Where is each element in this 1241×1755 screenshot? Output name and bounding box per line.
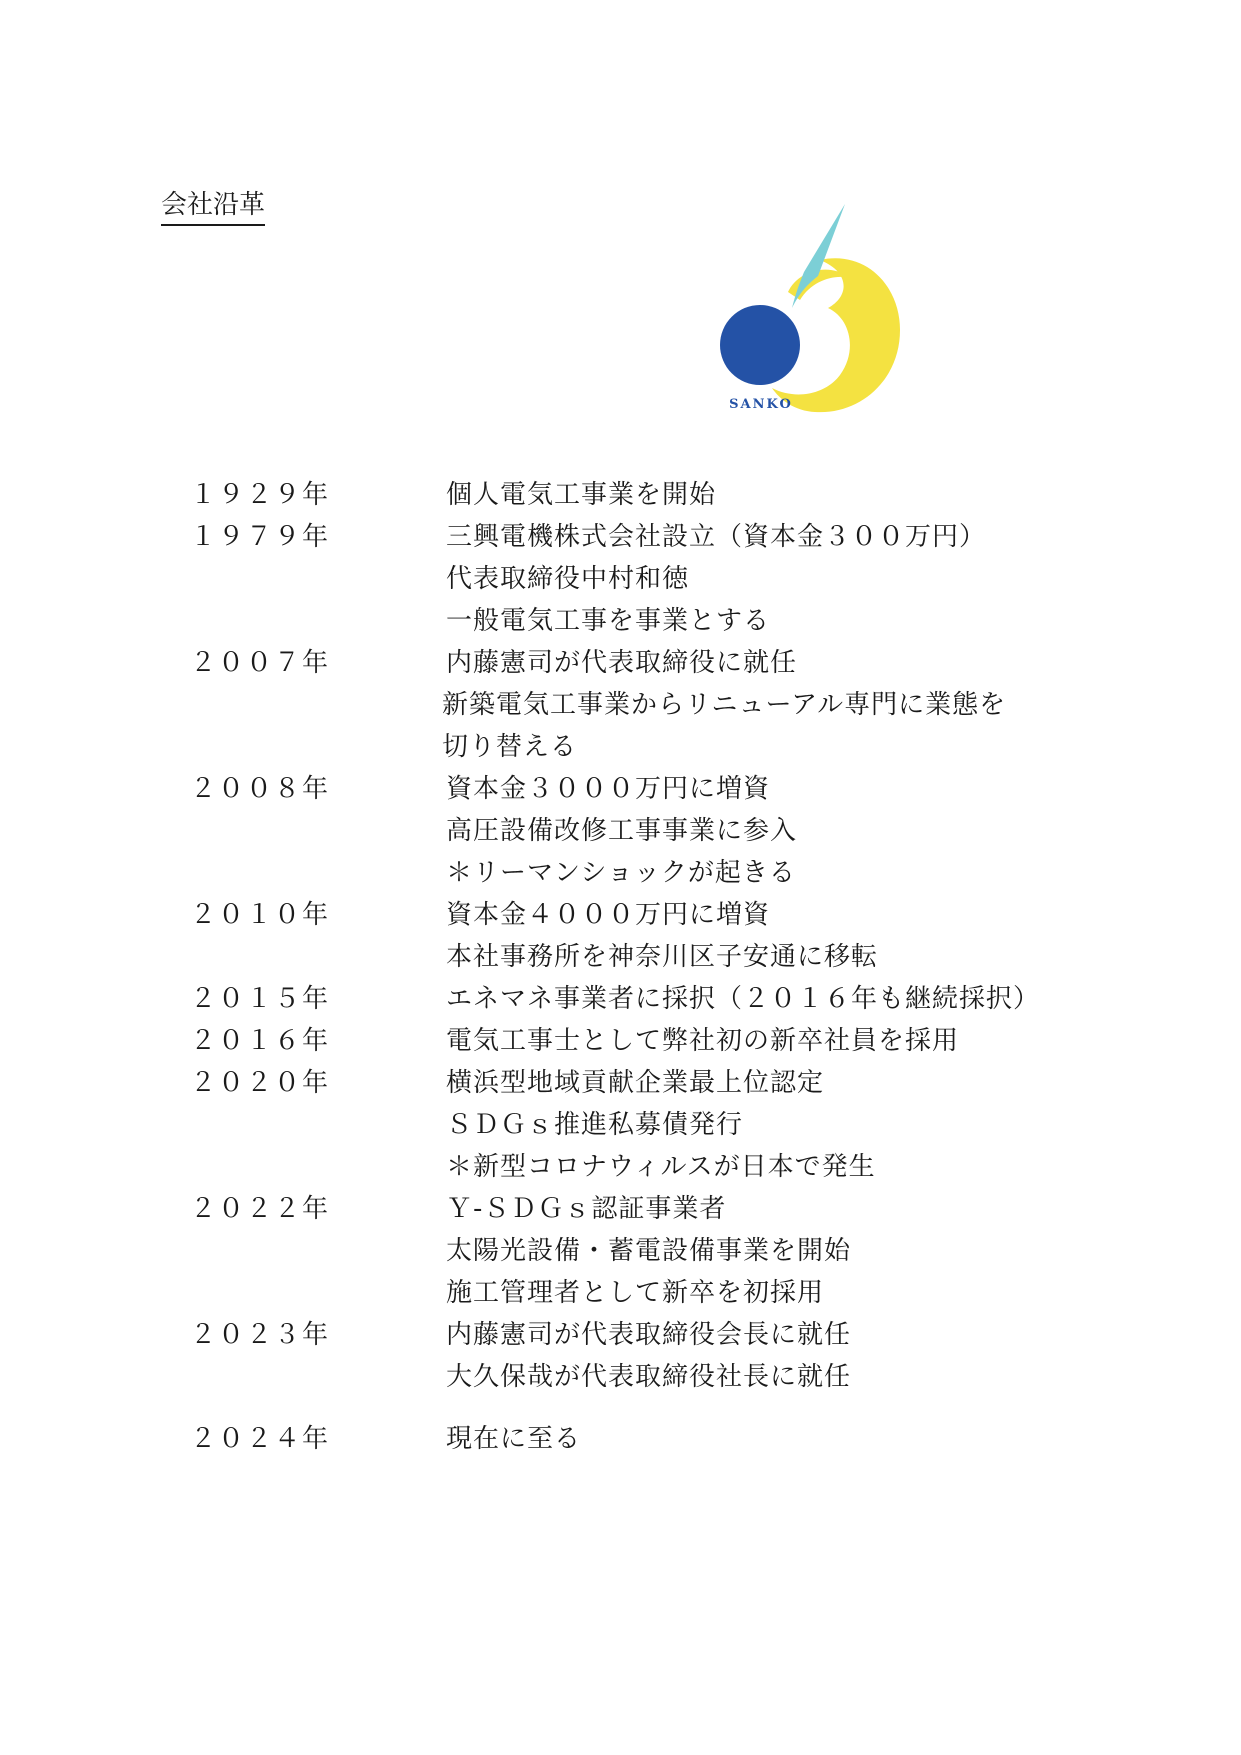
history-events: [446, 894, 1130, 978]
history-entry: [190, 1062, 1130, 1188]
history-event: ＊リーマンショックが起きる: [446, 858, 796, 888]
history-year: ２０２２年: [190, 1194, 331, 1224]
history-year: ２０２３年: [190, 1320, 331, 1350]
history-events: [446, 1314, 1130, 1398]
history-year: ２０２０年: [190, 1068, 331, 1098]
history-event: 一般電気工事を事業とする: [446, 606, 771, 636]
history-year: １９２９年: [190, 480, 331, 510]
page-title: 会社沿革: [161, 188, 265, 226]
history-event: 大久保哉が代表取締役社長に就任: [446, 1362, 852, 1392]
history-events: [446, 768, 1130, 894]
history-event: ＊新型コロナウィルスが日本で発生: [446, 1152, 876, 1182]
history-entry: [190, 516, 1130, 642]
history-events: [446, 1020, 1130, 1062]
history-event: 切り替える: [442, 732, 578, 762]
history-event: 資本金３０００万円に増資: [446, 774, 771, 804]
history-entry: [190, 1188, 1130, 1314]
sanko-logo-mark: [700, 200, 910, 420]
history-event: 内藤憲司が代表取締役に就任: [446, 648, 798, 678]
history-event: 個人電気工事業を開始: [446, 480, 717, 510]
history-event: 太陽光設備・蓄電設備事業を開始: [446, 1236, 852, 1266]
history-event: 代表取締役中村和徳: [446, 564, 690, 594]
history-entry: [190, 894, 1130, 978]
history-event: エネマネ事業者に採択（２０１６年も継続採択）: [446, 984, 1041, 1014]
history-entry: [190, 1418, 1130, 1460]
history-entry: [190, 1020, 1130, 1062]
history-events: [446, 516, 1130, 642]
history-year: ２０１０年: [190, 900, 331, 930]
history-entry: [190, 474, 1130, 516]
history-event: ＳＤＧｓ推進私募債発行: [446, 1110, 744, 1140]
history-event: 電気工事士として弊社初の新卒社員を採用: [446, 1026, 960, 1056]
logo-blue-circle: [720, 305, 800, 385]
company-history: [190, 474, 1130, 1460]
history-event: 高圧設備改修工事事業に参入: [446, 816, 798, 846]
history-year: ２００７年: [190, 648, 331, 678]
logo-text: SANKO: [729, 397, 793, 412]
history-event: 本社事務所を神奈川区子安通に移転: [446, 942, 879, 972]
sanko-logo: [700, 200, 910, 420]
history-event: 資本金４０００万円に増資: [446, 900, 771, 930]
history-event: 施工管理者として新卒を初採用: [446, 1278, 825, 1308]
history-event: 内藤憲司が代表取締役会長に就任: [446, 1320, 852, 1350]
history-entry: [190, 768, 1130, 894]
history-event: 横浜型地域貢献企業最上位認定: [446, 1068, 825, 1098]
history-events: [442, 642, 1130, 768]
history-entry: [190, 978, 1130, 1020]
history-event: 新築電気工事業からリニューアル専門に業態を: [442, 690, 1007, 720]
history-events: [446, 978, 1130, 1020]
history-event: Ｙ-ＳＤＧｓ認証事業者: [446, 1194, 727, 1224]
history-year: ２０１５年: [190, 984, 331, 1014]
logo-cyan-blade: [792, 204, 845, 308]
history-year: １９７９年: [190, 522, 331, 552]
history-events: [446, 474, 1130, 516]
history-year: ２０１６年: [190, 1026, 331, 1056]
history-entry: [190, 642, 1130, 768]
history-event: 三興電機株式会社設立（資本金３００万円）: [446, 522, 987, 552]
history-events: [446, 1418, 1130, 1460]
history-year: ２０２４年: [190, 1424, 331, 1454]
history-year: ２００８年: [190, 774, 331, 804]
history-entry: [190, 1314, 1130, 1398]
history-events: [446, 1188, 1130, 1314]
history-event: 現在に至る: [446, 1424, 582, 1454]
history-events: [446, 1062, 1130, 1188]
